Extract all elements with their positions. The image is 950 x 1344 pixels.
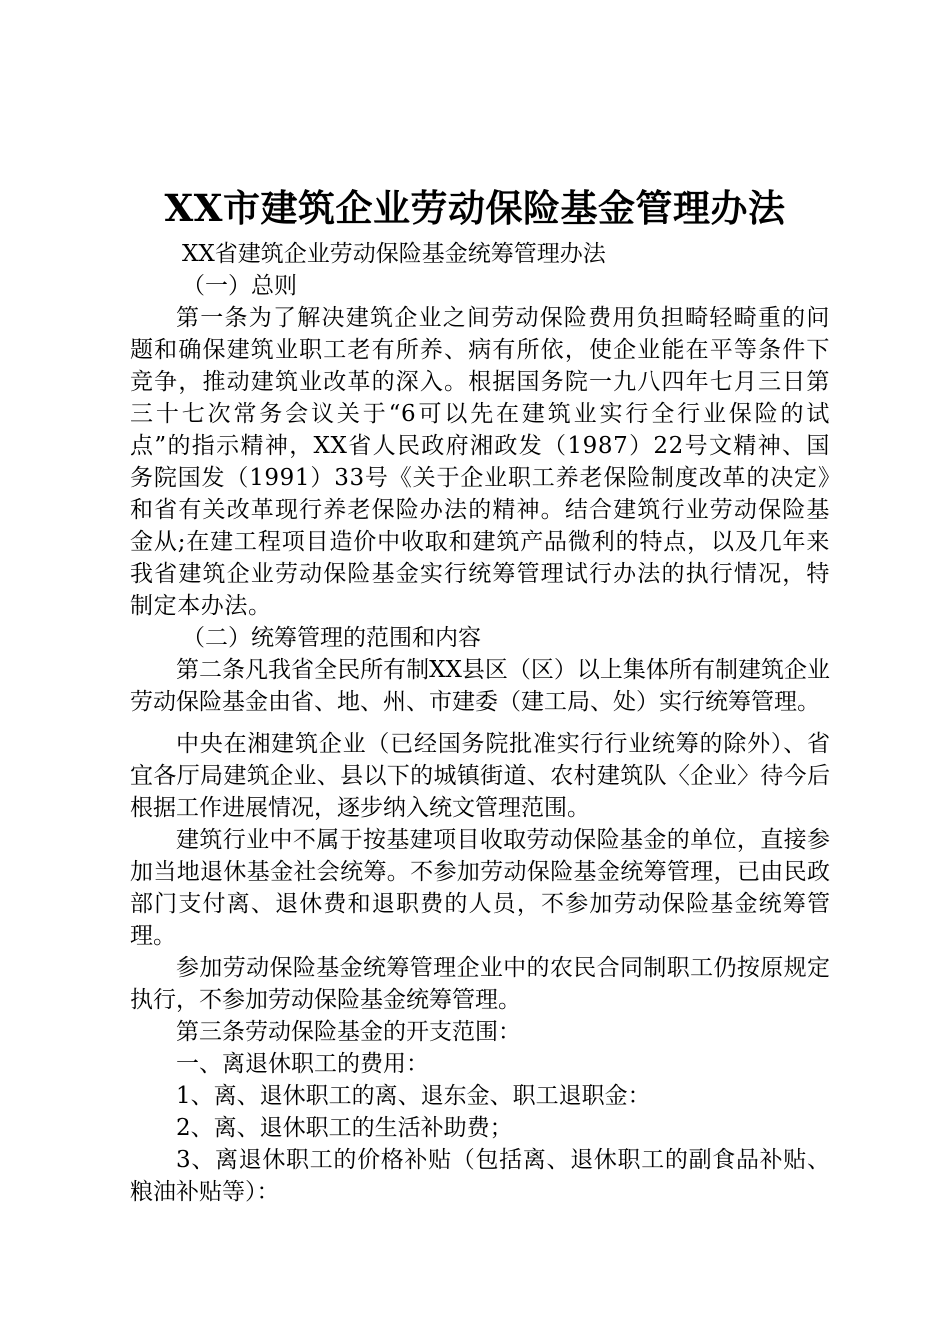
contract-workers-paragraph: 参加劳动保险基金统筹管理企业中的农民合同制职工仍按原规定执行，不参加劳动保险基金统筹管理。 xyxy=(130,955,830,1013)
document-title: XX市建筑企业劳动保险基金管理办法 xyxy=(164,186,786,230)
list-item-3: 3、离退休职工的价格补贴（包括离、退休职工的副食品补贴、粮油补贴等）： xyxy=(130,1147,830,1205)
list-item-2: 2、离、退休职工的生活补助费； xyxy=(176,1115,513,1141)
central-enterprises-paragraph: 中央在湘建筑企业（已经国务院批准实行行业统筹的除外）、省宜各厅局建筑企业、县以下的城镇街道、农村建筑队〈企业〉待今后根据工作进展情况，逐步纳入统文管理范围。 xyxy=(130,731,830,821)
document-subtitle: XX省建筑企业劳动保险基金统筹管理办法 xyxy=(182,241,606,267)
non-base-units-paragraph: 建筑行业中不属于按基建项目收取劳动保险基金的单位，直接参加当地退休基金社会统筹。不参加劳动保险基金统筹管理，已由民政部门支付离、退休费和退职费的人员，不参加劳动保险基金统筹管理。 xyxy=(130,827,830,949)
section-heading-general: （一）总则 xyxy=(182,273,297,299)
list-item-1: 1、离、退休职工的离、退东金、职工退职金： xyxy=(176,1083,651,1109)
retiree-costs-heading: 一、离退休职工的费用： xyxy=(176,1051,429,1077)
article-1-paragraph: 第一条为了解决建筑企业之间劳动保险费用负担畸轻畸重的问题和确保建筑业职工老有所养、病有所依，使企业能在平等条件下竞争，推动建筑业改革的深入。根据国务院一九八四年七月三日第三十七次常务会议关于“6可以先在建筑业实行全行业保险的试点”的指示精神，XX省人民政府湘政发（1987）22号文精神、国务院国发（1991）33号《关于企业职工养老保险制度改革的决定》和省有关改革现行养老保险办法的精神。结合建筑行业劳动保险基金从;在建工程项目造价中收取和建筑产品微利的特点，以及几年来我省建筑企业劳动保险基金实行统筹管理试行办法的执行情况，特制定本办法。 xyxy=(130,305,830,619)
article-3-heading: 第三条劳动保险基金的开支范围： xyxy=(176,1019,521,1045)
article-2-paragraph: 第二条凡我省全民所有制XX县区（区）以上集体所有制建筑企业劳动保险基金由省、地、州、市建委（建工局、处）实行统筹管理。 xyxy=(130,657,830,715)
document-body xyxy=(130,238,830,1208)
section-heading-scope: （二）统筹管理的范围和内容 xyxy=(182,625,481,651)
